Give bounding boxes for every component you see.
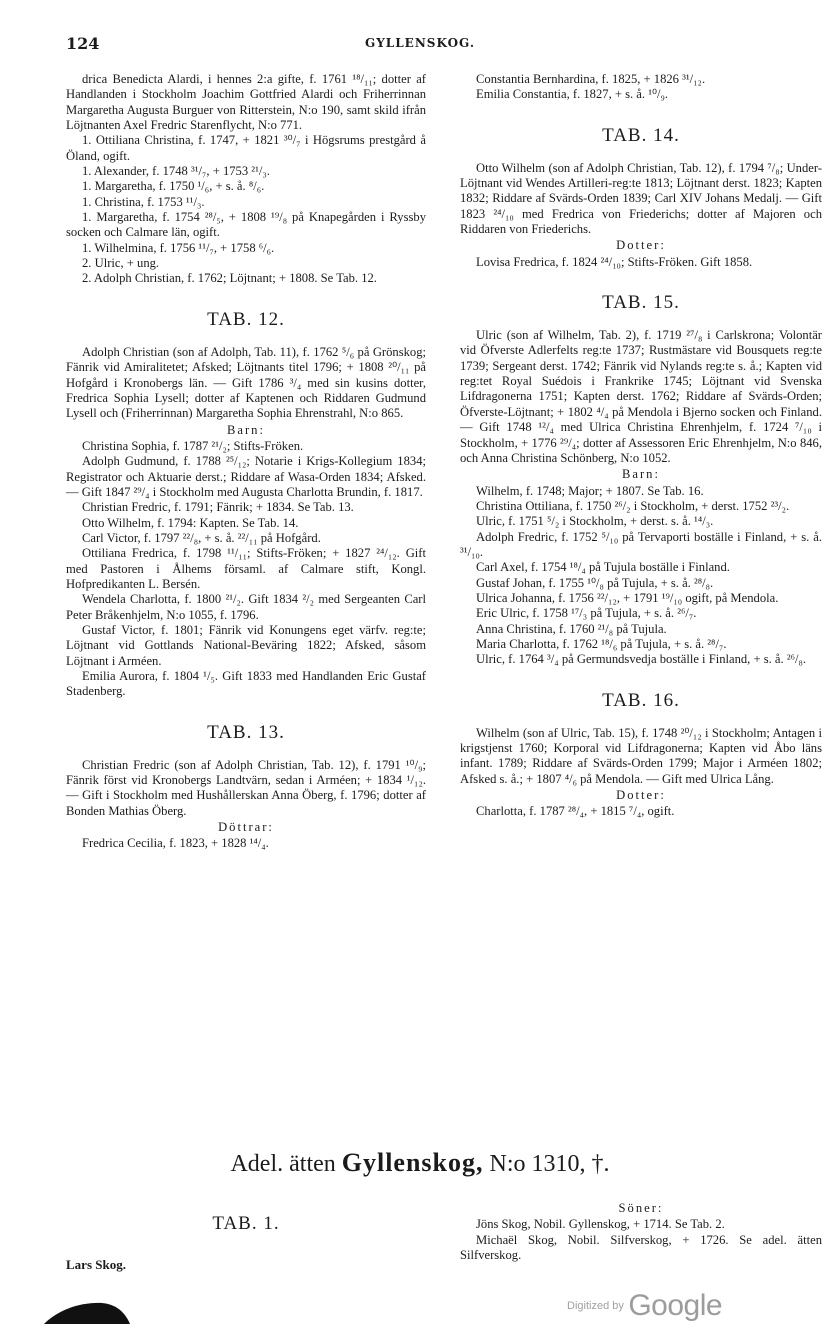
genealogy-entry: Wilhelm, f. 1748; Major; + 1807. Se Tab. 16.: [476, 483, 704, 498]
genealogy-entry: Carl Axel, f. 1754 ¹⁸/₄ på Tujula boställe i Finland.: [476, 560, 730, 575]
family-heading-prefix: Adel. ätten: [230, 1151, 336, 1177]
genealogy-entry: Gustaf Victor, f. 1801; Fänrik vid Konungens eget värfv. reg:te; Löjtnant vid Gottlands National-Beväring 1822; Afsked, såsom Löjtnant i Arméen.: [66, 623, 426, 668]
table-heading: TAB. 1.: [212, 1213, 280, 1234]
page-header: [0, 34, 840, 56]
genealogy-entry: Ulrica Johanna, f. 1756 ²²/₁₂, + 1791 ¹⁹/₁₀ ogift, på Mendola.: [476, 590, 779, 605]
genealogy-entry: Ottiliana Fredrica, f. 1798 ¹¹/₁₁; Stifts-Fröken; + 1827 ²⁴/₁₂. Gift med Pastoren i Ålhems församl. af Calmare stift, Kongl. Hofpredikanten L. Bersén.: [66, 546, 426, 591]
genealogy-entry: Ulric, f. 1751 ⁵/₂ i Stockholm, + derst. s. å. ¹⁴/₃.: [476, 514, 714, 529]
genealogy-entry: Carl Victor, f. 1797 ²²/₈, + s. å. ²²/₁₁ på Hofgård.: [82, 530, 321, 545]
genealogy-entry: Jöns Skog, Nobil. Gyllenskog, + 1714. Se Tab. 2.: [476, 1217, 725, 1232]
person-name: Lars Skog.: [66, 1257, 126, 1272]
left-column: [66, 72, 426, 852]
family-heading-number: N:o 1310, †.: [489, 1151, 610, 1177]
family-heading-name: Gyllenskog,: [341, 1148, 484, 1177]
genealogy-entry: Maria Charlotta, f. 1762 ¹⁸/₆ på Tujula, + s. å. ²⁸/₇.: [476, 636, 727, 651]
genealogy-entry: Otto Wilhelm, f. 1794: Kapten. Se Tab. 14.: [82, 515, 299, 530]
genealogy-entry: Christian Fredric (son af Adolph Christian, Tab. 12), f. 1791 ¹⁰/₉; Fänrik först vid Kronobergs Landtvärn, sedan i Arméen; + 1834 ¹/₁₂. — Gift i Stockholm med Hushållerskan Anna Öberg, f. 1796; dotter af Bonden Mathias Öberg.: [66, 757, 426, 818]
genealogy-entry: Michaël Skog, Nobil. Silfverskog, + 1726. Se adel. ätten Silfverskog.: [460, 1232, 822, 1263]
genealogy-entry: 1. Margaretha, f. 1750 ¹/₆, + s. å. ⁸/₆.: [82, 179, 265, 194]
genealogy-entry: 1. Christina, f. 1753 ¹¹/₃.: [82, 194, 205, 209]
genealogy-entry: Lovisa Fredrica, f. 1824 ²⁴/₁₀; Stifts-Fröken. Gift 1858.: [476, 254, 753, 269]
children-label: Barn:: [227, 422, 265, 437]
google-logo: Google: [628, 1289, 723, 1322]
gyllenskog-left-column: [66, 1213, 426, 1273]
genealogy-entry: Ulric, f. 1764 ³/₄ på Germundsvedja boställe i Finland, + s. å. ²⁶/₈.: [476, 652, 807, 667]
genealogy-entry: Christina Ottiliana, f. 1750 ²⁶/₂ i Stockholm, + derst. 1752 ²³/₂.: [476, 498, 790, 513]
genealogy-entry: Fredrica Cecilia, f. 1823, + 1828 ¹⁴/₄.: [82, 836, 269, 851]
genealogy-entry: Emilia Constantia, f. 1827, + s. å. ¹⁰/₉.: [476, 87, 669, 102]
genealogy-entry: Adolph Gudmund, f. 1788 ²⁵/₁₂; Notarie i Krigs-Kollegium 1834; Registrator och Aktuarie derst.; Riddare af Wasa-Orden 1834; Afsked. — Gift 1847 ²⁹/₄ i Stockholm med Augusta Charlotta Brundin, f. 1817.: [66, 454, 426, 499]
children-label: Döttrar:: [218, 820, 274, 835]
genealogy-entry: Christian Fredric, f. 1791; Fänrik; + 1834. Se Tab. 13.: [82, 500, 354, 515]
genealogy-entry: Charlotta, f. 1787 ²⁸/₄, + 1815 ⁷/₄, ogift.: [476, 804, 675, 819]
genealogy-entry: Constantia Bernhardina, f. 1825, + 1826 ³¹/₁₂.: [476, 72, 706, 86]
genealogy-entry: 1. Margaretha, f. 1754 ²⁸/₅, + 1808 ¹⁹/₈ på Knapegården i Ryssby socken och Calmare län, ogift.: [66, 210, 426, 240]
right-column: [460, 72, 822, 820]
genealogy-entry: 1. Alexander, f. 1748 ³¹/₇, + 1753 ²¹/₃.: [82, 164, 270, 179]
genealogy-entry: 1. Ottiliana Christina, f. 1747, + 1821 ³⁰/₇ i Högsrums prestgård å Öland, ogift.: [66, 133, 426, 163]
family-heading: [0, 1148, 840, 1178]
digitized-by-text: Digitized by: [567, 1300, 624, 1312]
table-heading: TAB. 15.: [602, 292, 680, 314]
children-label: Barn:: [622, 467, 660, 482]
children-label: Dotter:: [616, 238, 666, 253]
children-label: Söner:: [618, 1201, 664, 1215]
genealogy-entry: Ulric (son af Wilhelm, Tab. 2), f. 1719 ²⁷/₈ i Carlskrona; Volontär vid Öfverste Adlerfelts reg:te 1737; Rustmästare vid Bousquets reg:te 1739; Sergeant derst. 1742; Fänrik vid Nylands reg:te s. å.; Kapten vid reg:tet Royal Suédois i Frankrike 1745; Löjtnant vid Svenska Lifdragonerna 1751; Kapten derst. 1762; Riddare af Svärds-Orden; Öfverste-Löjtnant; + 1802 ⁴/₄ på Mendola i Bjerno socken och Finland. — Gift 1748 ¹²/₄ med Ulrica Christina Ehrenhjelm, f. 1724 ⁷/₁₀ i Stockholm, + 1776 ²⁹/₄; dotter af Assessoren Eric Ehrenhjelm, N:o 846, och Anna Christina Schönberg, N:o 1052.: [460, 328, 822, 465]
genealogy-entry: Adolph Fredric, f. 1752 ⁵/₁₀ på Tervaporti boställe i Finland, + s. å. ³¹/₁₀.: [460, 529, 822, 559]
running-title: GYLLENSKOG.: [364, 36, 476, 50]
children-label: Dotter:: [616, 788, 666, 803]
genealogy-entry: Gustaf Johan, f. 1755 ¹⁰/₈ på Tujula, + s. å. ²⁸/₈.: [476, 575, 714, 590]
table-heading: TAB. 12.: [207, 308, 285, 330]
genealogy-entry: Adolph Christian (son af Adolph, Tab. 11), f. 1762 ⁵/₆ på Grönskog; Fänrik vid Amiralitetet; Afsked; Löjtnants titel 1796; + 1808 ²⁰/₁₁ på Hofgård i Kronobergs län. — Gift 1786 ³/₄ med sin kusins dotter, Fredrica Sophia Lysell; dotter af Kaptenen och Riddaren Gudmund Lysell och (Friherrinnan) Margaretha Sophia Ehrenstrahl, N:o 865.: [66, 344, 426, 421]
genealogy-entry: Emilia Aurora, f. 1804 ¹/₅. Gift 1833 med Handlanden Eric Gustaf Stadenberg.: [66, 669, 426, 699]
table-heading: TAB. 14.: [602, 124, 680, 146]
genealogy-entry: Wilhelm (son af Ulric, Tab. 15), f. 1748 ²⁰/₁₂ i Stockholm; Antagen i krigstjenst 1760; Korporal vid Lifdragonerna; Kapten vid Åbo läns infant. 1789; Riddare af Svärds-Orden 1799; Major i Arméen 1802; Afsked s. å.; + 1807 ⁴/₆ på Mendola. — Gift med Ulrica Lång.: [460, 725, 822, 786]
genealogy-entry: 1. Wilhelmina, f. 1756 ¹¹/₇, + 1758 ⁶/₆.: [82, 240, 275, 255]
genealogy-entry: Wendela Charlotta, f. 1800 ²¹/₂. Gift 1834 ²/₂ med Sergeanten Carl Peter Bråkenhjelm, N:o 1055, f. 1796.: [66, 592, 426, 622]
ink-blot-decoration: [40, 1300, 132, 1326]
digitized-by-stamp: [567, 1289, 722, 1323]
gyllenskog-right-column: [460, 1200, 822, 1263]
genealogy-entry: Otto Wilhelm (son af Adolph Christian, Tab. 12), f. 1794 ⁷/₈; Under-Löjtnant vid Wendes Artilleri-reg:te 1813; Löjtnant derst. 1823; Kapten 1832; Riddare af Svärds-Orden 1839; Carl XIV Johans Medalj. — Gift 1823 ²⁴/₁₀ med Fredrica von Friederichs; dotter af Majoren och Riddaren von Friederichs.: [460, 160, 822, 237]
genealogy-entry: Eric Ulric, f. 1758 ¹⁷/₃ på Tujula, + s. å. ²⁶/₇.: [476, 606, 697, 621]
genealogy-entry: Anna Christina, f. 1760 ²¹/₈ på Tujula.: [476, 621, 667, 636]
genealogy-entry: Christina Sophia, f. 1787 ²¹/₂; Stifts-Fröken.: [82, 438, 304, 453]
genealogy-entry: drica Benedicta Alardi, i hennes 2:a gifte, f. 1761 ¹⁸/₁₁; dotter af Handlanden i Stockholm Joachim Gottfried Alardi och Friherrinnan Margaretha Augusta Burguer von Ritterstein, N:o 190, samt skild ifrån Löjtnanten Axel Fredric Starenflycht, N:o 771.: [66, 72, 426, 133]
genealogy-entry: 2. Adolph Christian, f. 1762; Löjtnant; + 1808. Se Tab. 12.: [82, 271, 377, 286]
genealogy-entry: 2. Ulric, + ung.: [82, 256, 160, 271]
table-heading: TAB. 16.: [602, 689, 680, 711]
table-heading: TAB. 13.: [207, 721, 285, 743]
page-number: 124: [66, 34, 100, 53]
